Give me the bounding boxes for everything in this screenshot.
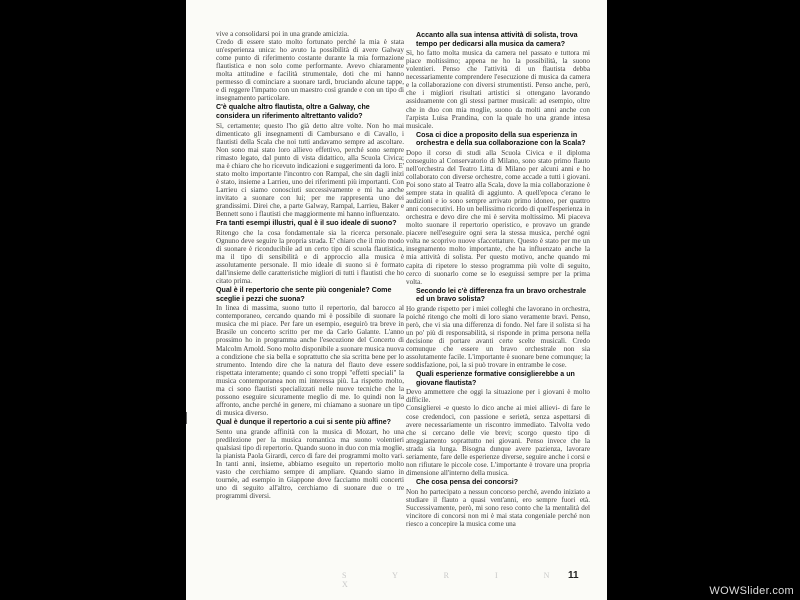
interview-answer: Ho grande rispetto per i miei colleghi che lavorano in orchestra, poiché ritengo che molti di loro siano veramente bravi. Penso, però, che vi sia una differenza di fondo. Nel fare il solista si ha un po' più di responsabilità, si risponde in prima persona nella decisione di portare avanti certe scelte musicali. Credo comunque che essere un bravo orchestrale non sia assolutamente facile. L'importante è suonare bene comunque; la soddisfazione, poi, la si può trovare in entrambe le cose. <box>406 304 590 370</box>
interview-answer: Dopo il corso di studi alla Scuola Civica e il diploma conseguito al Conservatorio di Milano, sono stato primo flauto nell'orchestra del Teatro Litta di Milano per alcuni anni e ho collaborato con diverse orchestre, come accade a tutti i giovani. Poi sono stato al Teatro alla Scala, dove la mia collaborazione è sempre stata in qualità di aggiunto. A quell'epoca c'erano le audizioni e io sono sempre arrivato primo idoneo, per quattro anni consecutivi. Ho un bellissimo ricordo di quell'esperienza in orchestra e devo dire che mi è servita moltissimo. Mi piaceva molto suonare il repertorio operistico, e provavo un grande piacere nell'eseguire ogni sera la stessa musica, perché ogni volta ne scoprivo nuove sfaccettature. Questo è stato per me un insegnamento molto importante, che ha influenzato anche la mia attività di solista. Per questo motivo, anche quando mi capita di ripetere lo stesso programma più volte di seguito, cerco di suonarlo come se lo eseguissi sempre per la prima volta. <box>406 148 590 286</box>
interview-answer: Non ho partecipato a nessun concorso perché, avendo iniziato a studiare il flauto a quasi vent'anni, ero sempre fuori età. Successivamente, però, mi sono reso conto che la mentalità del vincitore di concorsi non mi è mai stata congeniale perché non riesco a concepire la musica come una <box>406 487 590 528</box>
interview-question: C'è qualche altro flautista, oltre a Galway, che considera un riferimento altrettanto valido? <box>216 103 370 121</box>
page-edge-mark <box>186 412 189 424</box>
interview-question: Che cosa pensa dei concorsi? <box>416 477 519 486</box>
interview-answer: Consiglierei -e questo lo dico anche ai miei allievi- di fare le cose credendoci, con passione e serietà, senza aspettarsi di avere necessariamente un riscontro immediato. Talvolta vedo che si cercano delle vie brevi; scorgo questo tipo di atteggiamento soprattutto nei giovani. Penso invece che la strada sia lunga. Bisogna dunque avere pazienza, lavorare seriamente, fare delle esperienze diverse, seguire anche i corsi e non rifiutare le piccole cose. L'importante è trovare una propria dimensione all'interno della musica. <box>406 404 590 477</box>
interview-answer: vive a consolidarsi poi in una grande amicizia. <box>216 30 349 38</box>
running-footer-title: S Y R I N X <box>342 571 572 589</box>
interview-question: Fra tanti esempi illustri, qual è il suo ideale di suono? <box>216 219 397 228</box>
interview-question: Accanto alla sua intensa attività di solista, trova tempo per dedicarsi alla musica da camera? <box>416 31 578 48</box>
interview-question: Cosa ci dice a proposito della sua esperienza in orchestra e della sua collaborazione con la Scala? <box>416 130 586 148</box>
interview-answer: Sento una grande affinità con la musica di Mozart, ho una predilezione per la musica romantica ma suono volentieri qualsiasi tipo di repertorio. Quando suono in duo con mia moglie, la pianista Paola Girardi, cerco di fare dei programmi molto vari. In tanti anni, insieme, abbiamo eseguito un repertorio molto vasto che cerchiamo sempre di ampliare. Quando siamo in tournée, ad esempio in Giappone dove facciamo molti concerti uno di seguito all'altro, cerchiamo di suonare due o tre programmi diversi. <box>216 427 405 500</box>
interview-question: Quali esperienze formative consiglierebbe a un giovane flautista? <box>416 370 575 387</box>
interview-answer: In linea di massima, suono tutto il repertorio, dal barocco al contemporaneo, cercando quando mi è possibile di suonare la musica che mi piace. Per fare un esempio, eseguirò tra breve in Brasile un concerto scritto per me da Carlo Galante. L'anno prossimo ho in programma anche l'esecuzione del Concerto di Malcolm Arnold. Sono molto disponibile a suonare musica nuova a condizione che sia bella e soprattutto che sia scritta bene per lo strumento. Intendo dire che la natura del flauto deve essere rispettata interamente; quando ci sono troppi "effetti speciali" la musica contemporanea non mi interessa più. La rispetto molto, ma ci sono flautisti specializzati nelle nuove tecniche che la possono eseguire sicuramente meglio di me. Io quindi non la affronto, anche perché in genere, mi chiamano a suonare un tipo di musica diverso. <box>216 304 404 417</box>
interview-question: Qual è dunque il repertorio a cui si sente più affine? <box>216 417 392 426</box>
page-number: 11 <box>568 570 579 581</box>
magazine-page <box>186 0 607 600</box>
left-column <box>216 30 404 500</box>
watermark-text: WOWSlider.com <box>709 585 794 597</box>
interview-question: Qual è il repertorio che sente più congeniale? Come sceglie i pezzi che suona? <box>216 286 392 303</box>
interview-answer: Devo ammettere che oggi la situazione per i giovani è molto difficile. <box>406 388 590 405</box>
interview-answer: Credo di essere stato molto fortunato perché la mia è stata un'esperienza unica: ho avuto la possibilità di avere Galway come punto di riferimento costante durante la mia formazione flautistica e non solo come performante. Avevo chiaramente molta attitudine e facilità strumentale, doti che mi hanno permesso di cominciare a suonare tardi, bruciando alcune tappe, e di reggere l'impatto con un maestro così grande e con un tipo di insegnamento particolare. <box>216 38 404 103</box>
right-column <box>406 30 590 528</box>
interview-answer: Sì, certamente; questo l'ho già detto altre volte. Non ho mai dimenticato gli insegnamenti di Cambursano e di Cavallo, i flautisti della Scala che noi tutti andavamo sempre ad ascoltare. Non sono mai stato loro allievo effettivo, perché sono sempre rimasto legato, dal punto di vista didattico, alla Scuola Civica; ma è chiaro che ho ricevuto indicazioni e suggerimenti da loro. E' stato molto importante l'incontro con Rampal, che sin dagli inizi è stato, insieme a Larrieu, uno dei riferimenti più importanti. Con Larrieu ci siamo conosciuti successivamente e mi ha anche invitato a suonare con lui; per me rappresenta uno dei grandissimi. Direi che, a parte Galway, Rampal, Larrieu, Baker e Bennett sono i flautisti che maggiormente mi hanno influenzato. <box>216 121 404 219</box>
interview-answer: Sì, ho fatto molta musica da camera nel passato e tuttora mi piace moltissimo; appena ne ho la possibilità, la suono volentieri. Penso che l'attività di un flautista debba necessariamente comprendere l'esecuzione di musica da camera e la collaborazione con diversi strumentisti. Penso anche, però, che i migliori risultati artistici si ottengano lavorando assiduamente con gli stessi partner musicali: ad esempio, oltre che in duo con mia moglie, suono da molti anni anche con l'arpista Luisa Prandina, con la quale ho una grande intesa musicale. <box>406 49 590 130</box>
interview-question: Secondo lei c'è differenza fra un bravo orchestrale ed un bravo solista? <box>416 286 587 304</box>
interview-answer: Ritengo che la cosa fondamentale sia la ricerca personale. Ognuno deve seguire la propria strada. E' chiaro che il mio modo di suonare è riconducibile ad un certo tipo di scuola flautistica, ma il tipo di sensibilità e di approccio alla musica è assolutamente personale. Il mio ideale di suono si è formato dall'insieme delle caratteristiche migliori di tutti i flautisti che ho citato prima. <box>216 228 404 286</box>
